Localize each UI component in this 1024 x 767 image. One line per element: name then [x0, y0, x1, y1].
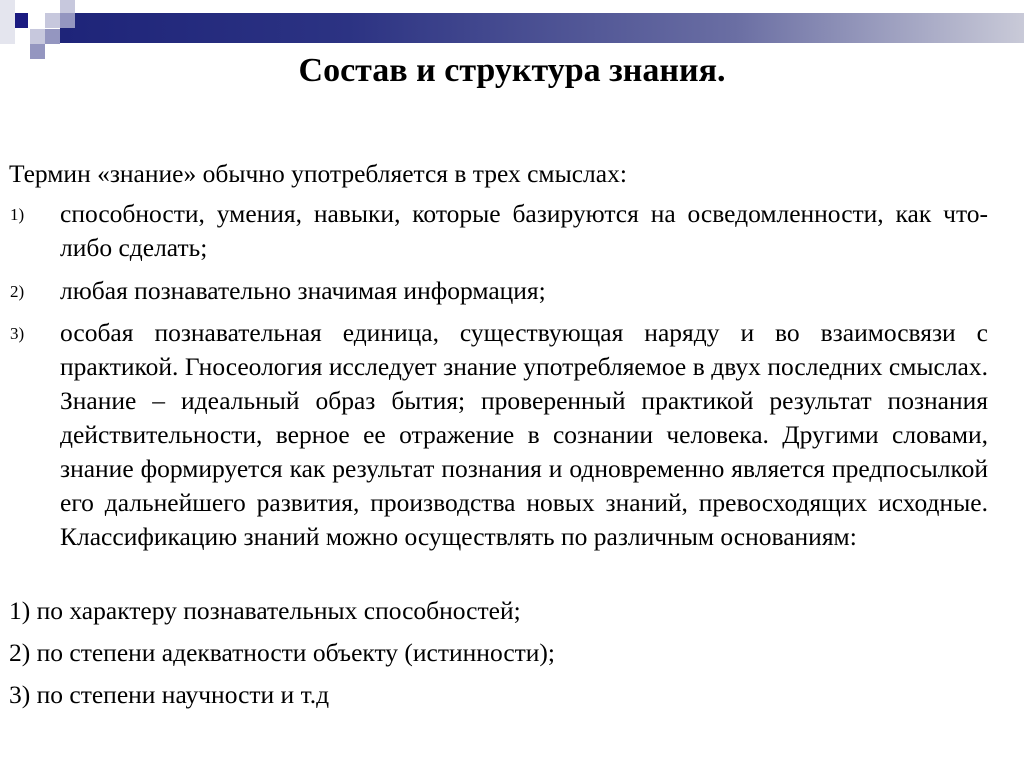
- deco-square: [0, 13, 15, 44]
- deco-square: [13, 13, 28, 28]
- list-number: 3): [10, 324, 25, 343]
- basis-item: 2) по степени адекватности объекту (истинности);: [9, 638, 556, 667]
- list-number: 1): [10, 205, 25, 224]
- header-bar: [60, 13, 1024, 43]
- deco-square: [45, 29, 60, 44]
- list-number: 2): [10, 282, 25, 301]
- list-item: особая познавательная единица, существующая наряду и во взаимосвязи с практикой. Гносеология исследует знание употребляемое в двух последних смыслах. Знание – идеальный образ бытия; проверенный практикой результат познания действительности, верное ее отражение в сознании человека. Другими словами, знание формируется как результат познания и одновременно является предпосылкой его дальнейшего развития, производства новых знаний, превосходящих исходные. Классификацию знаний можно осуществлять по различным основаниям:: [60, 318, 988, 551]
- basis-item: 3) по степени научности и т.д: [9, 680, 330, 709]
- deco-square: [45, 13, 60, 28]
- list-item: любая познавательно значимая информация;: [60, 276, 546, 305]
- deco-square: [60, 13, 75, 28]
- list-item: способности, умения, навыки, которые базируются на осведомленности, как что-либо сделать;: [60, 199, 988, 262]
- intro-text: Термин «знание» обычно употребляется в трех смыслах:: [9, 159, 627, 188]
- deco-square: [30, 29, 45, 44]
- slide-title: Состав и структура знания.: [298, 52, 726, 89]
- basis-item: 1) по характеру познавательных способностей;: [9, 596, 521, 625]
